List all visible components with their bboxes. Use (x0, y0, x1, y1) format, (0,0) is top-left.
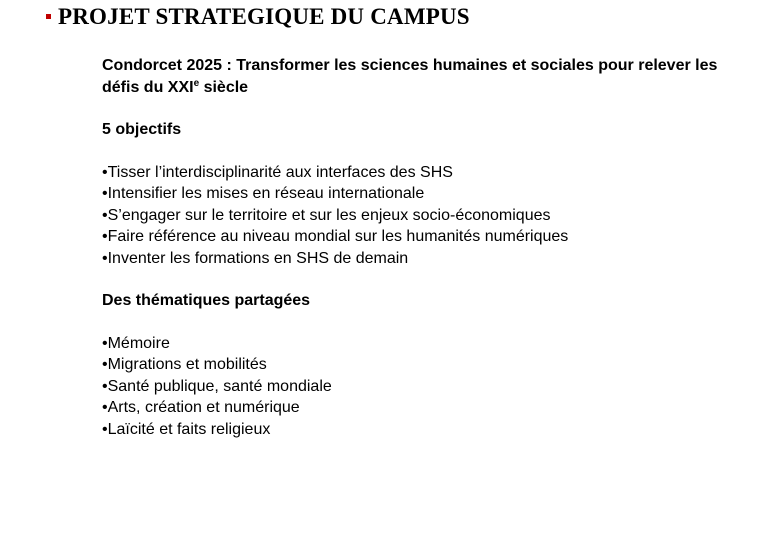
objectives-list (102, 162, 742, 270)
objective-item: •Intensifier les mises en réseau internationale (102, 185, 425, 202)
theme-item: •Laïcité et faits religieux (102, 420, 271, 438)
slide-body (102, 55, 742, 440)
themes-list (102, 333, 742, 441)
slide-title (46, 4, 470, 30)
square-bullet-icon (46, 14, 51, 19)
objective-item: •Tisser l’interdisciplinarité aux interfaces des SHS (102, 163, 453, 181)
objective-item: •S’engager sur le territoire et sur les enjeux socio-économiques (102, 206, 551, 224)
theme-item: •Santé publique, santé mondiale (102, 377, 332, 395)
theme-item: •Mémoire (102, 334, 170, 352)
objective-item: •Inventer les formations en SHS de demain (102, 249, 409, 267)
headline-text: Condorcet 2025 : Transformer les sciences humaines et sociales pour relever les défis du XXI (102, 57, 718, 96)
themes-heading: Des thématiques partagées (102, 292, 311, 309)
objective-item: •Faire référence au niveau mondial sur les humanités numériques (102, 228, 569, 245)
headline (102, 55, 742, 98)
theme-item: •Migrations et mobilités (102, 356, 267, 373)
theme-item: •Arts, création et numérique (102, 399, 300, 416)
headline-suffix: siècle (199, 78, 249, 96)
headline-superscript: e (193, 77, 200, 89)
slide-title-text: PROJET STRATEGIQUE DU CAMPUS (58, 4, 470, 29)
objectives-heading: 5 objectifs (102, 121, 182, 138)
